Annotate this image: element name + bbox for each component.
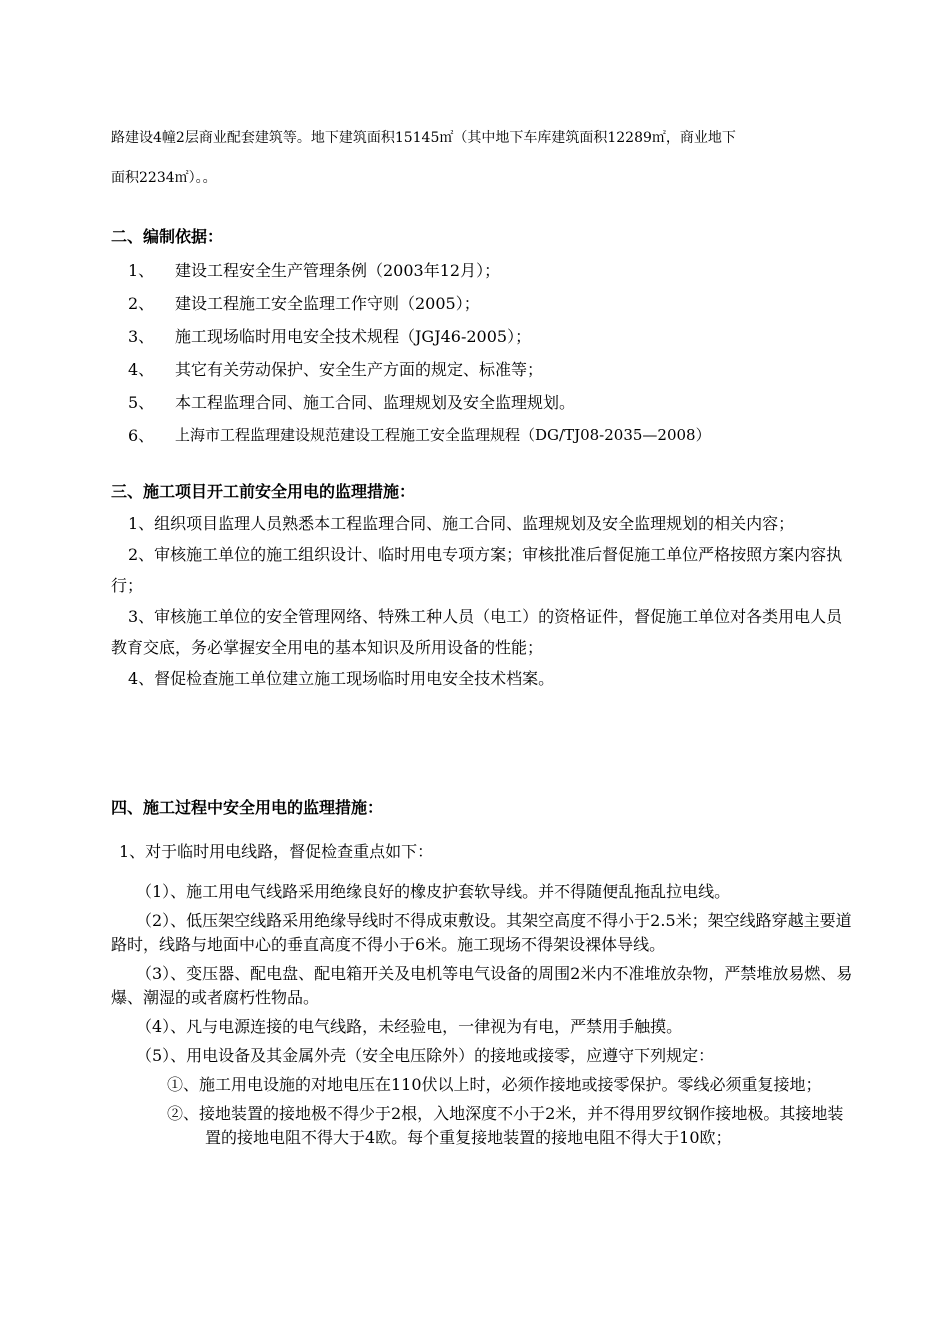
measure-item: 2、审核施工单位的施工组织设计、临时用电专项方案；审核批准后督促施工单位严格按照方案内容执行； [111, 545, 843, 595]
basis-item-text: 建设工程施工安全监理工作守则（2005）； [175, 294, 480, 313]
basis-item [128, 386, 856, 419]
basis-item-number: 6、 [128, 426, 155, 445]
intro-paragraph [111, 118, 856, 198]
basis-item [128, 353, 856, 386]
basis-item [128, 320, 856, 353]
basis-item-number: 2、 [128, 294, 155, 313]
subclause-item: ②、接地装置的接地极不得少于2根，入地深度不小于2米，并不得用罗纹钢作接地极。其接地装置的接地电阻不得大于4欧。每个重复接地装置的接地电阻不得大于10欧； [167, 1104, 844, 1147]
basis-item-text: 施工现场临时用电安全技术规程（JGJ46-2005）； [175, 327, 532, 346]
basis-list [111, 254, 856, 452]
measure-item: 1、组织项目监理人员熟悉本工程监理合同、施工合同、监理规划及安全监理规划的相关内容； [128, 514, 795, 533]
pre-construction-measures [111, 508, 856, 694]
basis-item-text: 本工程监理合同、施工合同、监理规划及安全监理规划。 [175, 393, 576, 412]
intro-line-1: 路建设4幢2层商业配套建筑等。地下建筑面积15145㎡（其中地下车库建筑面积12289㎡，商业地下 [111, 130, 736, 146]
basis-item-text: 上海市工程监理建设规范建设工程施工安全监理规程（DG/TJ08-2035—2008） [175, 426, 711, 444]
basis-item [128, 287, 856, 320]
clause-item: （5）、用电设备及其金属外壳（安全电压除外）的接地或接零，应遵守下列规定： [136, 1046, 715, 1065]
wiring-clauses [111, 880, 856, 1150]
basis-item-number: 1、 [128, 261, 155, 280]
intro-line-2: 面积2234㎡）。。 [111, 170, 217, 186]
measure-item: 3、审核施工单位的安全管理网络、特殊工种人员（电工）的资格证件，督促施工单位对各类用电人员教育交底，务必掌握安全用电的基本知识及所用设备的性能； [111, 607, 843, 657]
basis-item-number: 4、 [128, 360, 155, 379]
basis-item-number: 3、 [128, 327, 155, 346]
clause-item: （4）、凡与电源连接的电气线路，未经验电，一律视为有电，严禁用手触摸。 [136, 1017, 683, 1036]
clause-item: （2）、低压架空线路采用绝缘导线时不得成束敷设。其架空高度不得小于2.5米；架空线路穿越主要道路时，线路与地面中心的垂直高度不得小于6米。施工现场不得架设裸体导线。 [111, 911, 852, 954]
basis-item [128, 419, 856, 452]
clause-item: （3）、变压器、配电盘、配电箱开关及电机等电气设备的周围2米内不准堆放杂物，严禁堆放易燃、易爆、潮湿的或者腐朽性物品。 [111, 964, 853, 1007]
measure-item: 4、督促检查施工单位建立施工现场临时用电安全技术档案。 [128, 669, 555, 688]
section-3-heading: 三、施工项目开工前安全用电的监理措施： [111, 482, 416, 501]
basis-item [128, 254, 856, 287]
section-4-heading: 四、施工过程中安全用电的监理措施： [111, 798, 384, 817]
subclause-item: ①、施工用电设施的对地电压在110伏以上时，必须作接地或接零保护。零线必须重复接地； [167, 1075, 822, 1094]
section-2-heading: 二、编制依据： [111, 227, 224, 246]
basis-item-text: 建设工程安全生产管理条例（2003年12月）； [175, 261, 501, 280]
basis-item-number: 5、 [128, 393, 155, 412]
basis-item-text: 其它有关劳动保护、安全生产方面的规定、标准等； [175, 360, 544, 379]
clause-item: （1）、施工用电气线路采用绝缘良好的橡皮护套软导线。并不得随便乱拖乱拉电线。 [136, 882, 731, 901]
section-4-lead: 1、对于临时用电线路，督促检查重点如下： [119, 842, 434, 861]
